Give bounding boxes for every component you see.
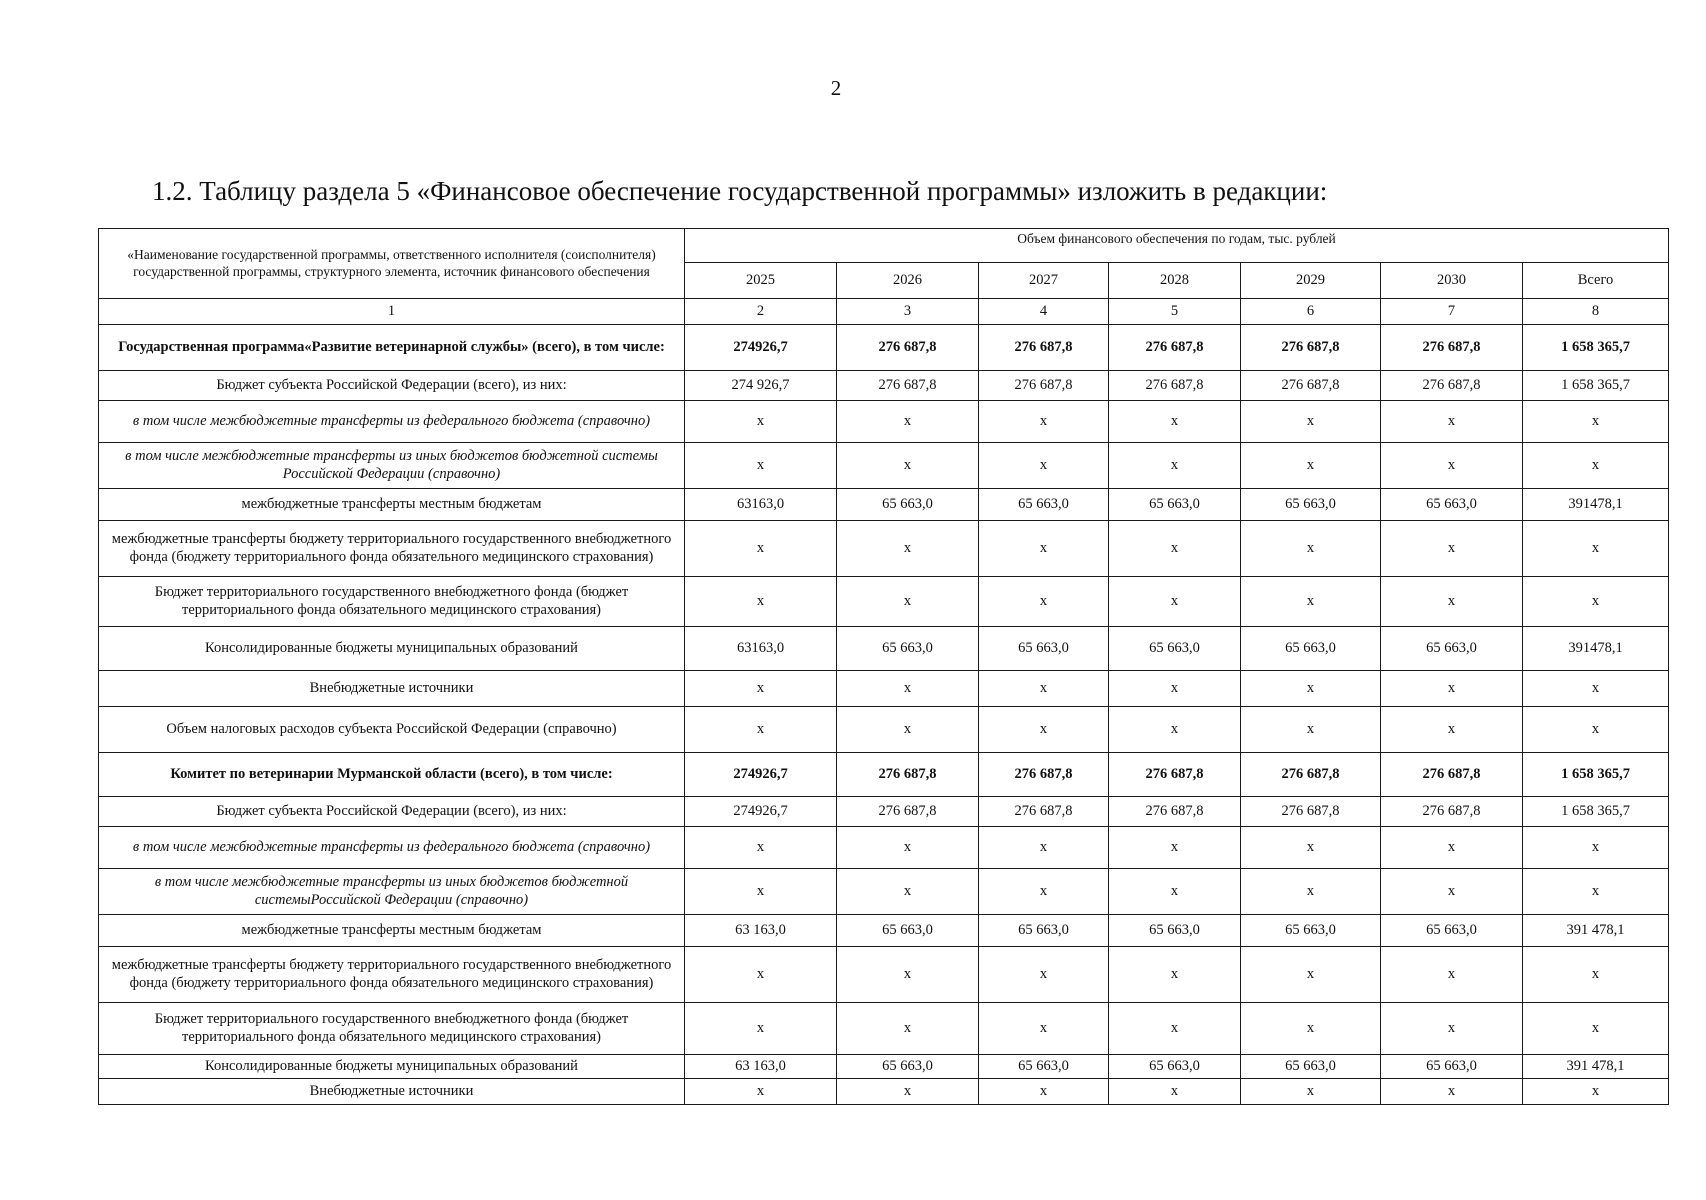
row-name: Внебюджетные источники: [99, 1079, 685, 1105]
year-header: 2029: [1241, 263, 1381, 299]
value-cell: 276 687,8: [837, 325, 979, 371]
value-cell: x: [1241, 827, 1381, 869]
value-cell: 65 663,0: [1109, 1055, 1241, 1079]
value-cell: x: [685, 1079, 837, 1105]
value-cell: x: [837, 869, 979, 915]
row-name: Бюджет субъекта Российской Федерации (всего), из них:: [99, 797, 685, 827]
value-cell: 391 478,1: [1523, 1055, 1669, 1079]
value-cell: x: [837, 521, 979, 577]
value-cell: x: [1381, 827, 1523, 869]
value-cell: 65 663,0: [979, 627, 1109, 671]
value-cell: x: [1109, 1079, 1241, 1105]
table-row: [99, 915, 1669, 947]
value-cell: x: [979, 443, 1109, 489]
value-cell: x: [685, 521, 837, 577]
value-cell: x: [685, 577, 837, 627]
value-cell: 63 163,0: [685, 915, 837, 947]
value-cell: x: [979, 1079, 1109, 1105]
value-cell: 274926,7: [685, 325, 837, 371]
value-cell: x: [1381, 707, 1523, 753]
value-cell: x: [837, 671, 979, 707]
value-cell: 274 926,7: [685, 371, 837, 401]
value-cell: x: [979, 869, 1109, 915]
row-name: в том числе межбюджетные трансферты из федерального бюджета (справочно): [99, 401, 685, 443]
value-cell: x: [837, 1003, 979, 1055]
value-cell: 276 687,8: [1109, 325, 1241, 371]
row-name: Консолидированные бюджеты муниципальных образований: [99, 627, 685, 671]
value-cell: 391478,1: [1523, 489, 1669, 521]
value-cell: x: [1241, 671, 1381, 707]
value-cell: 65 663,0: [1381, 489, 1523, 521]
value-cell: x: [1241, 1079, 1381, 1105]
row-name: Бюджет субъекта Российской Федерации (всего), из них:: [99, 371, 685, 401]
value-cell: 65 663,0: [1109, 915, 1241, 947]
section-heading: 1.2. Таблицу раздела 5 «Финансовое обеспечение государственной программы» изложить в редакции:: [152, 176, 1328, 206]
value-cell: x: [1109, 869, 1241, 915]
value-cell: x: [1523, 671, 1669, 707]
value-cell: 65 663,0: [1381, 627, 1523, 671]
value-cell: 63 163,0: [685, 1055, 837, 1079]
row-name: Объем налоговых расходов субъекта Российской Федерации (справочно): [99, 707, 685, 753]
value-cell: x: [685, 827, 837, 869]
row-name: Комитет по ветеринарии Мурманской области (всего), в том числе:: [99, 753, 685, 797]
value-cell: x: [685, 707, 837, 753]
table-body: [99, 325, 1669, 1105]
year-header: 2027: [979, 263, 1109, 299]
value-cell: x: [1109, 827, 1241, 869]
table-row: [99, 443, 1669, 489]
table-row: [99, 671, 1669, 707]
value-cell: 276 687,8: [1109, 797, 1241, 827]
value-cell: x: [1109, 671, 1241, 707]
value-cell: 65 663,0: [1241, 1055, 1381, 1079]
table-row: [99, 577, 1669, 627]
year-header: 2030: [1381, 263, 1523, 299]
column-number: 6: [1241, 299, 1381, 325]
value-cell: x: [979, 827, 1109, 869]
value-cell: 276 687,8: [1241, 325, 1381, 371]
row-name: Государственная программа«Развитие ветеринарной службы» (всего), в том числе:: [99, 325, 685, 371]
year-header: 2025: [685, 263, 837, 299]
value-cell: 65 663,0: [1241, 915, 1381, 947]
value-cell: x: [837, 443, 979, 489]
value-cell: x: [1109, 707, 1241, 753]
value-cell: 274926,7: [685, 753, 837, 797]
table-row: [99, 827, 1669, 869]
value-cell: x: [1381, 577, 1523, 627]
value-cell: 65 663,0: [1381, 915, 1523, 947]
value-cell: x: [1241, 521, 1381, 577]
value-cell: x: [837, 707, 979, 753]
year-header: Всего: [1523, 263, 1669, 299]
value-cell: x: [979, 947, 1109, 1003]
value-cell: x: [1241, 401, 1381, 443]
value-cell: x: [1523, 827, 1669, 869]
value-cell: x: [1241, 443, 1381, 489]
value-cell: x: [979, 707, 1109, 753]
value-cell: x: [1523, 521, 1669, 577]
value-cell: 65 663,0: [979, 489, 1109, 521]
value-cell: 274926,7: [685, 797, 837, 827]
value-cell: x: [1523, 443, 1669, 489]
value-cell: 276 687,8: [1381, 797, 1523, 827]
row-name: Бюджет территориального государственного внебюджетного фонда (бюджет территориального фонда обязательного медицинского страхования): [99, 577, 685, 627]
value-cell: x: [1241, 947, 1381, 1003]
value-cell: x: [1523, 1003, 1669, 1055]
row-name: Бюджет территориального государственного внебюджетного фонда (бюджет территориального фонда обязательного медицинского страхования): [99, 1003, 685, 1055]
row-name: Внебюджетные источники: [99, 671, 685, 707]
value-cell: x: [837, 947, 979, 1003]
value-cell: x: [1109, 1003, 1241, 1055]
value-cell: 63163,0: [685, 489, 837, 521]
value-cell: 276 687,8: [837, 371, 979, 401]
row-name: межбюджетные трансферты местным бюджетам: [99, 489, 685, 521]
value-cell: x: [1241, 869, 1381, 915]
row-name: межбюджетные трансферты местным бюджетам: [99, 915, 685, 947]
value-cell: x: [1109, 577, 1241, 627]
value-cell: 276 687,8: [979, 325, 1109, 371]
value-cell: x: [685, 401, 837, 443]
value-cell: 276 687,8: [1381, 753, 1523, 797]
value-cell: x: [1381, 947, 1523, 1003]
value-cell: x: [1241, 577, 1381, 627]
value-cell: 276 687,8: [979, 371, 1109, 401]
column-number: 2: [685, 299, 837, 325]
value-cell: 65 663,0: [837, 1055, 979, 1079]
column-number: 3: [837, 299, 979, 325]
table-row: [99, 325, 1669, 371]
value-cell: x: [685, 947, 837, 1003]
table-row: [99, 1003, 1669, 1055]
funding-span-header: Объем финансового обеспечения по годам, тыс. рублей: [685, 229, 1669, 263]
value-cell: x: [837, 401, 979, 443]
value-cell: x: [1109, 401, 1241, 443]
value-cell: 1 658 365,7: [1523, 325, 1669, 371]
value-cell: x: [1523, 1079, 1669, 1105]
value-cell: x: [837, 577, 979, 627]
value-cell: 63163,0: [685, 627, 837, 671]
financing-table: [98, 228, 1669, 1105]
value-cell: 65 663,0: [979, 915, 1109, 947]
value-cell: 65 663,0: [1241, 627, 1381, 671]
value-cell: x: [1381, 869, 1523, 915]
value-cell: 65 663,0: [837, 489, 979, 521]
value-cell: 65 663,0: [1381, 1055, 1523, 1079]
value-cell: x: [1381, 401, 1523, 443]
column-number: 1: [99, 299, 685, 325]
value-cell: 1 658 365,7: [1523, 797, 1669, 827]
year-header: 2028: [1109, 263, 1241, 299]
value-cell: x: [685, 671, 837, 707]
table-row: [99, 753, 1669, 797]
column-number: 5: [1109, 299, 1241, 325]
row-name: в том числе межбюджетные трансферты из федерального бюджета (справочно): [99, 827, 685, 869]
value-cell: x: [979, 577, 1109, 627]
table-row: [99, 797, 1669, 827]
row-name: межбюджетные трансферты бюджету территориального государственного внебюджетного фонда (бюджету территориального фонда обязательного медицинского страхования): [99, 947, 685, 1003]
value-cell: x: [1241, 707, 1381, 753]
value-cell: x: [1109, 443, 1241, 489]
value-cell: 65 663,0: [1109, 489, 1241, 521]
value-cell: 1 658 365,7: [1523, 753, 1669, 797]
row-name: в том числе межбюджетные трансферты из иных бюджетов бюджетной системыРоссийской Федерации (справочно): [99, 869, 685, 915]
table-row: [99, 707, 1669, 753]
value-cell: x: [1241, 1003, 1381, 1055]
value-cell: x: [685, 869, 837, 915]
value-cell: 276 687,8: [1381, 371, 1523, 401]
name-column-header: «Наименование государственной программы, ответственного исполнителя (соисполнителя) государственной программы, структурного элемента, источник финансового обеспечения: [99, 229, 685, 299]
table-row: [99, 947, 1669, 1003]
value-cell: 276 687,8: [1109, 371, 1241, 401]
value-cell: x: [685, 1003, 837, 1055]
table-row: [99, 1079, 1669, 1105]
value-cell: x: [685, 443, 837, 489]
value-cell: 276 687,8: [1381, 325, 1523, 371]
value-cell: 276 687,8: [1109, 753, 1241, 797]
table-row: [99, 869, 1669, 915]
value-cell: x: [979, 1003, 1109, 1055]
table-row: [99, 627, 1669, 671]
value-cell: x: [837, 827, 979, 869]
table-row: [99, 401, 1669, 443]
row-name: межбюджетные трансферты бюджету территориального государственного внебюджетного фонда (бюджету территориального фонда обязательного медицинского страхования): [99, 521, 685, 577]
table-row: [99, 489, 1669, 521]
value-cell: 276 687,8: [837, 797, 979, 827]
value-cell: x: [979, 671, 1109, 707]
value-cell: x: [1523, 401, 1669, 443]
value-cell: x: [1381, 1003, 1523, 1055]
value-cell: 1 658 365,7: [1523, 371, 1669, 401]
value-cell: 391 478,1: [1523, 915, 1669, 947]
value-cell: x: [1523, 947, 1669, 1003]
value-cell: x: [979, 401, 1109, 443]
column-number: 4: [979, 299, 1109, 325]
value-cell: 391478,1: [1523, 627, 1669, 671]
value-cell: 276 687,8: [1241, 753, 1381, 797]
value-cell: 276 687,8: [979, 797, 1109, 827]
column-number: 7: [1381, 299, 1523, 325]
value-cell: 276 687,8: [837, 753, 979, 797]
value-cell: x: [1109, 521, 1241, 577]
column-numbers-row: [99, 299, 1669, 325]
row-name: в том числе межбюджетные трансферты из иных бюджетов бюджетной системы Российской Федерации (справочно): [99, 443, 685, 489]
page-number: 2: [830, 76, 842, 100]
value-cell: 65 663,0: [979, 1055, 1109, 1079]
value-cell: 65 663,0: [837, 627, 979, 671]
table-header: [99, 229, 1669, 325]
value-cell: x: [1523, 869, 1669, 915]
value-cell: x: [1381, 521, 1523, 577]
value-cell: x: [1381, 671, 1523, 707]
value-cell: x: [837, 1079, 979, 1105]
value-cell: x: [1523, 707, 1669, 753]
value-cell: 276 687,8: [1241, 371, 1381, 401]
table-row: [99, 371, 1669, 401]
value-cell: x: [979, 521, 1109, 577]
value-cell: 65 663,0: [1241, 489, 1381, 521]
value-cell: 276 687,8: [1241, 797, 1381, 827]
column-number: 8: [1523, 299, 1669, 325]
value-cell: 276 687,8: [979, 753, 1109, 797]
year-header: 2026: [837, 263, 979, 299]
value-cell: 65 663,0: [837, 915, 979, 947]
value-cell: 65 663,0: [1109, 627, 1241, 671]
value-cell: x: [1523, 577, 1669, 627]
value-cell: x: [1381, 443, 1523, 489]
table-row: [99, 1055, 1669, 1079]
value-cell: x: [1109, 947, 1241, 1003]
table-row: [99, 521, 1669, 577]
row-name: Консолидированные бюджеты муниципальных образований: [99, 1055, 685, 1079]
value-cell: x: [1381, 1079, 1523, 1105]
